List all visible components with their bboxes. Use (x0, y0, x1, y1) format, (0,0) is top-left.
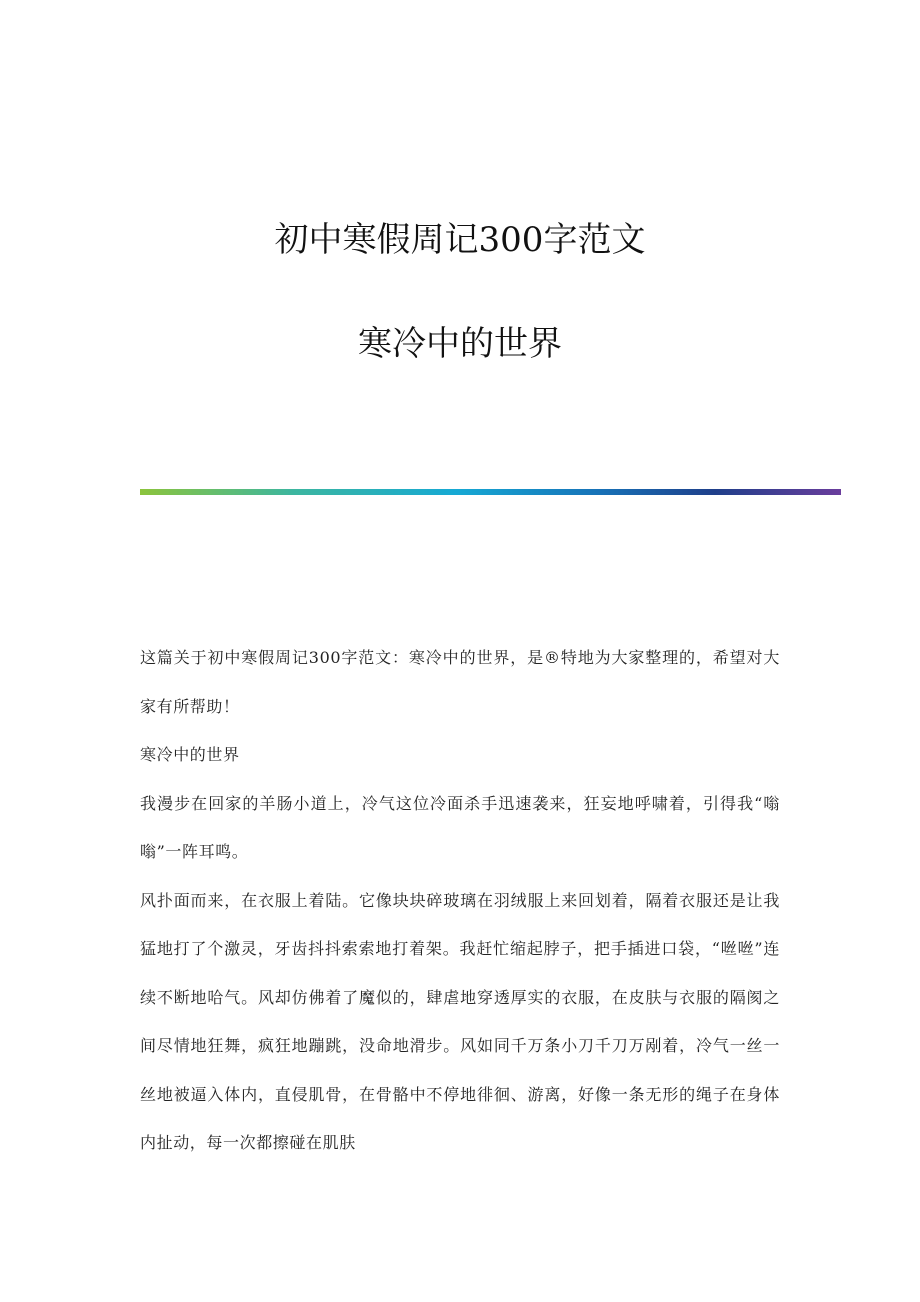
body-paragraph: 风扑面而来，在衣服上着陆。它像块块碎玻璃在羽绒服上来回划着，隔着衣服还是让我猛地打了个激灵，牙齿抖抖索索地打着架。我赶忙缩起脖子，把手插进口袋，“咝咝”连续不断地哈气。风却仿佛着了魔似的，肆虐地穿透厚实的衣服，在皮肤与衣服的隔阂之间尽情地狂舞，疯狂地蹦跳，没命地滑步。风如同千万条小刀千刀万剐着，冷气一丝一丝地被逼入体内，直侵肌骨，在骨骼中不停地徘徊、游离，好像一条无形的绳子在身体内扯动，每一次都擦碰在肌肤 (140, 890, 780, 1152)
intro-paragraph: 这篇关于初中寒假周记300字范文：寒冷中的世界，是®特地为大家整理的，希望对大家有所帮助！ (140, 648, 780, 716)
document-title: 初中寒假周记300字范文 (274, 220, 646, 260)
gradient-divider (140, 489, 841, 495)
document-subtitle: 寒冷中的世界 (358, 324, 562, 364)
body-paragraph: 我漫步在回家的羊肠小道上，冷气这位冷面杀手迅速袭来，狂妄地呼啸着，引得我“嗡嗡”一阵耳鸣。 (140, 793, 780, 861)
document-body (140, 634, 780, 1168)
section-heading: 寒冷中的世界 (140, 745, 240, 764)
